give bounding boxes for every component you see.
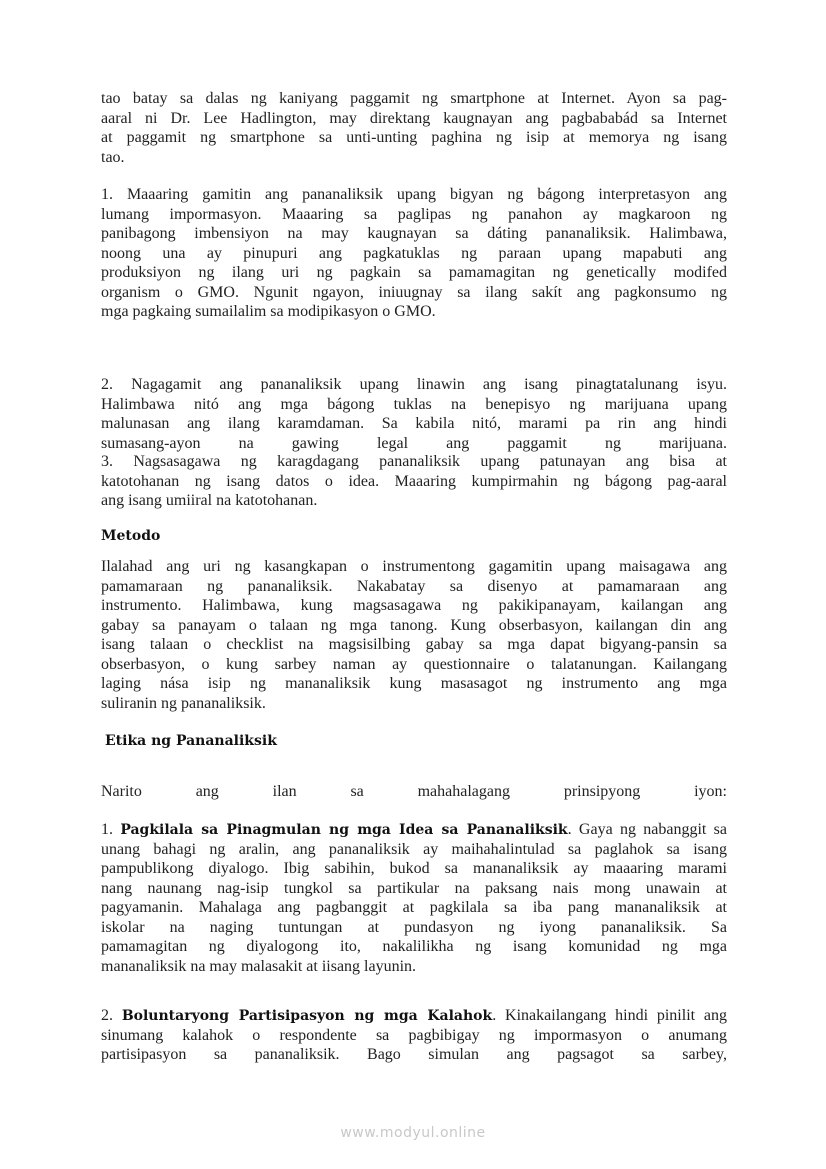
text-line: isang talaan o checklist na magsisilbing gabay sa mga dapat bigyang-pansin sa — [101, 636, 727, 653]
bold-term: Pagkilala sa Pinagmulan ng mga Idea sa Pananaliksik — [120, 822, 568, 838]
text-line: 1. Maaaring gamitin ang pananaliksik upang bigyan ng bágong interpretasyon ang — [101, 186, 727, 203]
heading-etika: Etika ng Pananaliksik — [105, 733, 277, 749]
text-line: tao batay sa dalas ng kaniyang paggamit ng smartphone at Internet. Ayon sa pag- — [101, 90, 727, 107]
heading-metodo: Metodo — [101, 528, 161, 544]
text-line: produksiyon ng ilang uri ng pagkain sa pamamagitan ng genetically modifed — [101, 264, 727, 281]
text-line: nang naunang nag-isip tungkol sa partikular na paksang nais mong unawain at — [101, 879, 727, 897]
text-line: sinumang kalahok o respondente sa pagbibigay ng impormasyon o anumang — [101, 1026, 727, 1044]
text-line: organism o GMO. Ngunit ngayon, iniuugnay sa ilang sakít ang pagkonsumo ng — [101, 283, 727, 301]
text-line — [101, 820, 727, 840]
text-line: laging nása isip ng mananaliksik kung masasagot ng instrumento ang mga — [101, 675, 727, 692]
text-line: pamamagitan ng diyalogong ito, nakalilikha ng isang komunidad ng mga — [101, 938, 727, 955]
text-line: gabay sa panayam o talaan ng mga tanong. Kung obserbasyon, kailangan din ang — [101, 616, 727, 634]
text-line: katotohanan ng isang datos o idea. Maaaring kumpirmahin ng bágong pag-aaral — [101, 472, 727, 490]
text-line: 3. Nagsasagawa ng karagdagang pananaliksik upang patunayan ang bisa at — [101, 453, 727, 470]
text-line: instrumento. Halimbawa, kung magsasagawa ng pakikipanayam, kailangan ang — [101, 597, 727, 614]
text-line: aaral ni Dr. Lee Hadlington, may direktang kaugnayan ang pagbababád sa Internet — [101, 109, 727, 127]
text-line: Halimbawa nitó ang mga bágong tuklas na benepisyo ng marijuana upang — [101, 395, 727, 413]
text-line: pamamaraan ng pananaliksik. Nakabatay sa disenyo at pamamaraan ang — [101, 577, 727, 595]
text-line: Ilalahad ang uri ng kasangkapan o instrumentong gagamitin upang maisagawa ang — [101, 558, 727, 575]
text-line: mga pagkaing sumailalim sa modipikasyon o GMO. — [101, 303, 436, 320]
paragraph-point-1 — [101, 185, 727, 322]
text-line: pampublikong diyalogo. Ibig sabihin, bukod sa mananaliksik ay maaaring marami — [101, 860, 727, 877]
paragraph-narito — [101, 782, 727, 802]
paragraph-principle-1 — [101, 820, 727, 976]
bold-term: Boluntaryong Partisipasyon ng mga Kalahok — [121, 1008, 493, 1024]
paragraph-principle-2 — [101, 1006, 727, 1065]
line-text: . Gaya ng nabanggit sa — [567, 821, 728, 838]
text-line: noong una ay pinupuri ang pagkatuklas ng paraan upang mapabuti ang — [101, 244, 727, 262]
text-line: partisipasyon sa pananaliksik. Bago simulan ang pagsagot sa sarbey, — [101, 1046, 727, 1063]
text-line: sumasang-ayon na gawing legal ang paggamit ng marijuana. — [101, 434, 727, 452]
text-line: 2. Nagagamit ang pananaliksik upang linawin ang isang pinagtatalunang isyu. — [101, 376, 727, 393]
text-line: pagyamanin. Mahalaga ang pagbanggit at pagkilala sa iba pang mananaliksik at — [101, 899, 727, 916]
text-line: Narito ang ilan sa mahahalagang prinsipyong iyon: — [101, 783, 727, 800]
text-line: ang isang umiiral na katotohanan. — [101, 492, 318, 509]
text-line: tao. — [101, 148, 125, 166]
text-line: at paggamit ng smartphone sa unti-unting paghina ng isip at memorya ng isang — [101, 129, 727, 146]
paragraph-metodo — [101, 557, 727, 713]
watermark: www.modyul.online — [340, 1125, 486, 1141]
paragraph-intro-continuation — [101, 89, 727, 167]
paragraph-point-2 — [101, 375, 727, 453]
text-line — [101, 1006, 727, 1026]
text-line: lumang impormasyon. Maaaring sa paglipas ng panahon ay magkaroon ng — [101, 205, 727, 223]
text-line: mananaliksik na may malasakit at iisang layunin. — [101, 957, 417, 975]
paragraph-point-3 — [101, 452, 727, 511]
text-line: malunasan ang ilang karamdaman. Sa kabila nitó, marami pa rin ang hindi — [101, 415, 727, 432]
text-line: suliranin ng pananaliksik. — [101, 694, 266, 712]
line-text: . Kinakailangang hindi pinilit ang — [492, 1007, 727, 1024]
item-number: 1. — [101, 821, 121, 838]
item-number: 2. — [101, 1007, 122, 1024]
text-line: panibagong imbensiyon na may kaugnayan sa dáting pananaliksik. Halimbawa, — [101, 225, 727, 242]
text-line: unang bahagi ng aralin, ang pananaliksik ay maihahalintulad sa paglahok sa isang — [101, 840, 727, 858]
text-line: iskolar na naging tuntungan at pundasyon ng iyong pananaliksik. Sa — [101, 918, 727, 936]
text-line: obserbasyon, o kung sarbey naman ay questionnaire o talatanungan. Kailangang — [101, 655, 727, 673]
